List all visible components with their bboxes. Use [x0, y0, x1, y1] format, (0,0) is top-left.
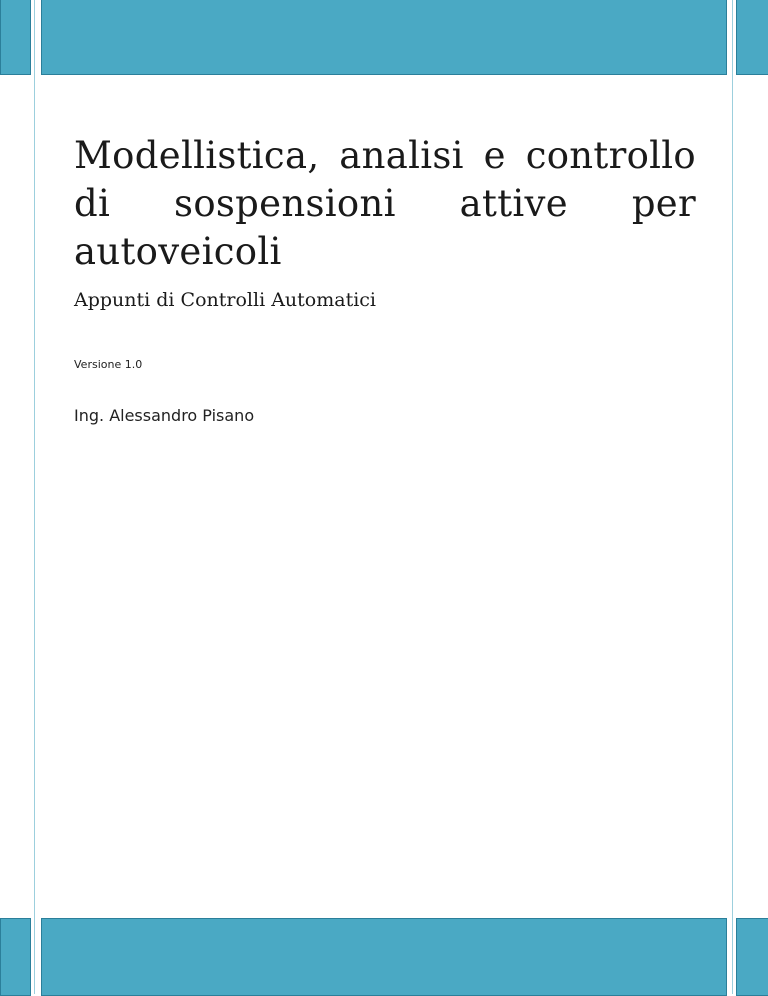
document-subtitle: Appunti di Controlli Automatici [74, 289, 376, 311]
author-name: Ing. Alessandro Pisano [74, 406, 255, 425]
title-line-1: Modellistica, analisi e controllo [74, 134, 696, 177]
right-margin-rule [732, 0, 733, 994]
top-left-band [0, 0, 31, 75]
title-line-2: di sospensioni attive per [74, 182, 696, 225]
document-title [74, 132, 696, 276]
version-label: Versione 1.0 [74, 358, 143, 371]
top-right-band [736, 0, 768, 75]
top-center-band [41, 0, 727, 75]
left-margin-rule [34, 0, 35, 994]
bottom-right-band [736, 918, 768, 996]
bottom-left-band [0, 918, 31, 996]
title-line-3: autoveicoli [74, 230, 282, 273]
bottom-center-band [41, 918, 727, 996]
